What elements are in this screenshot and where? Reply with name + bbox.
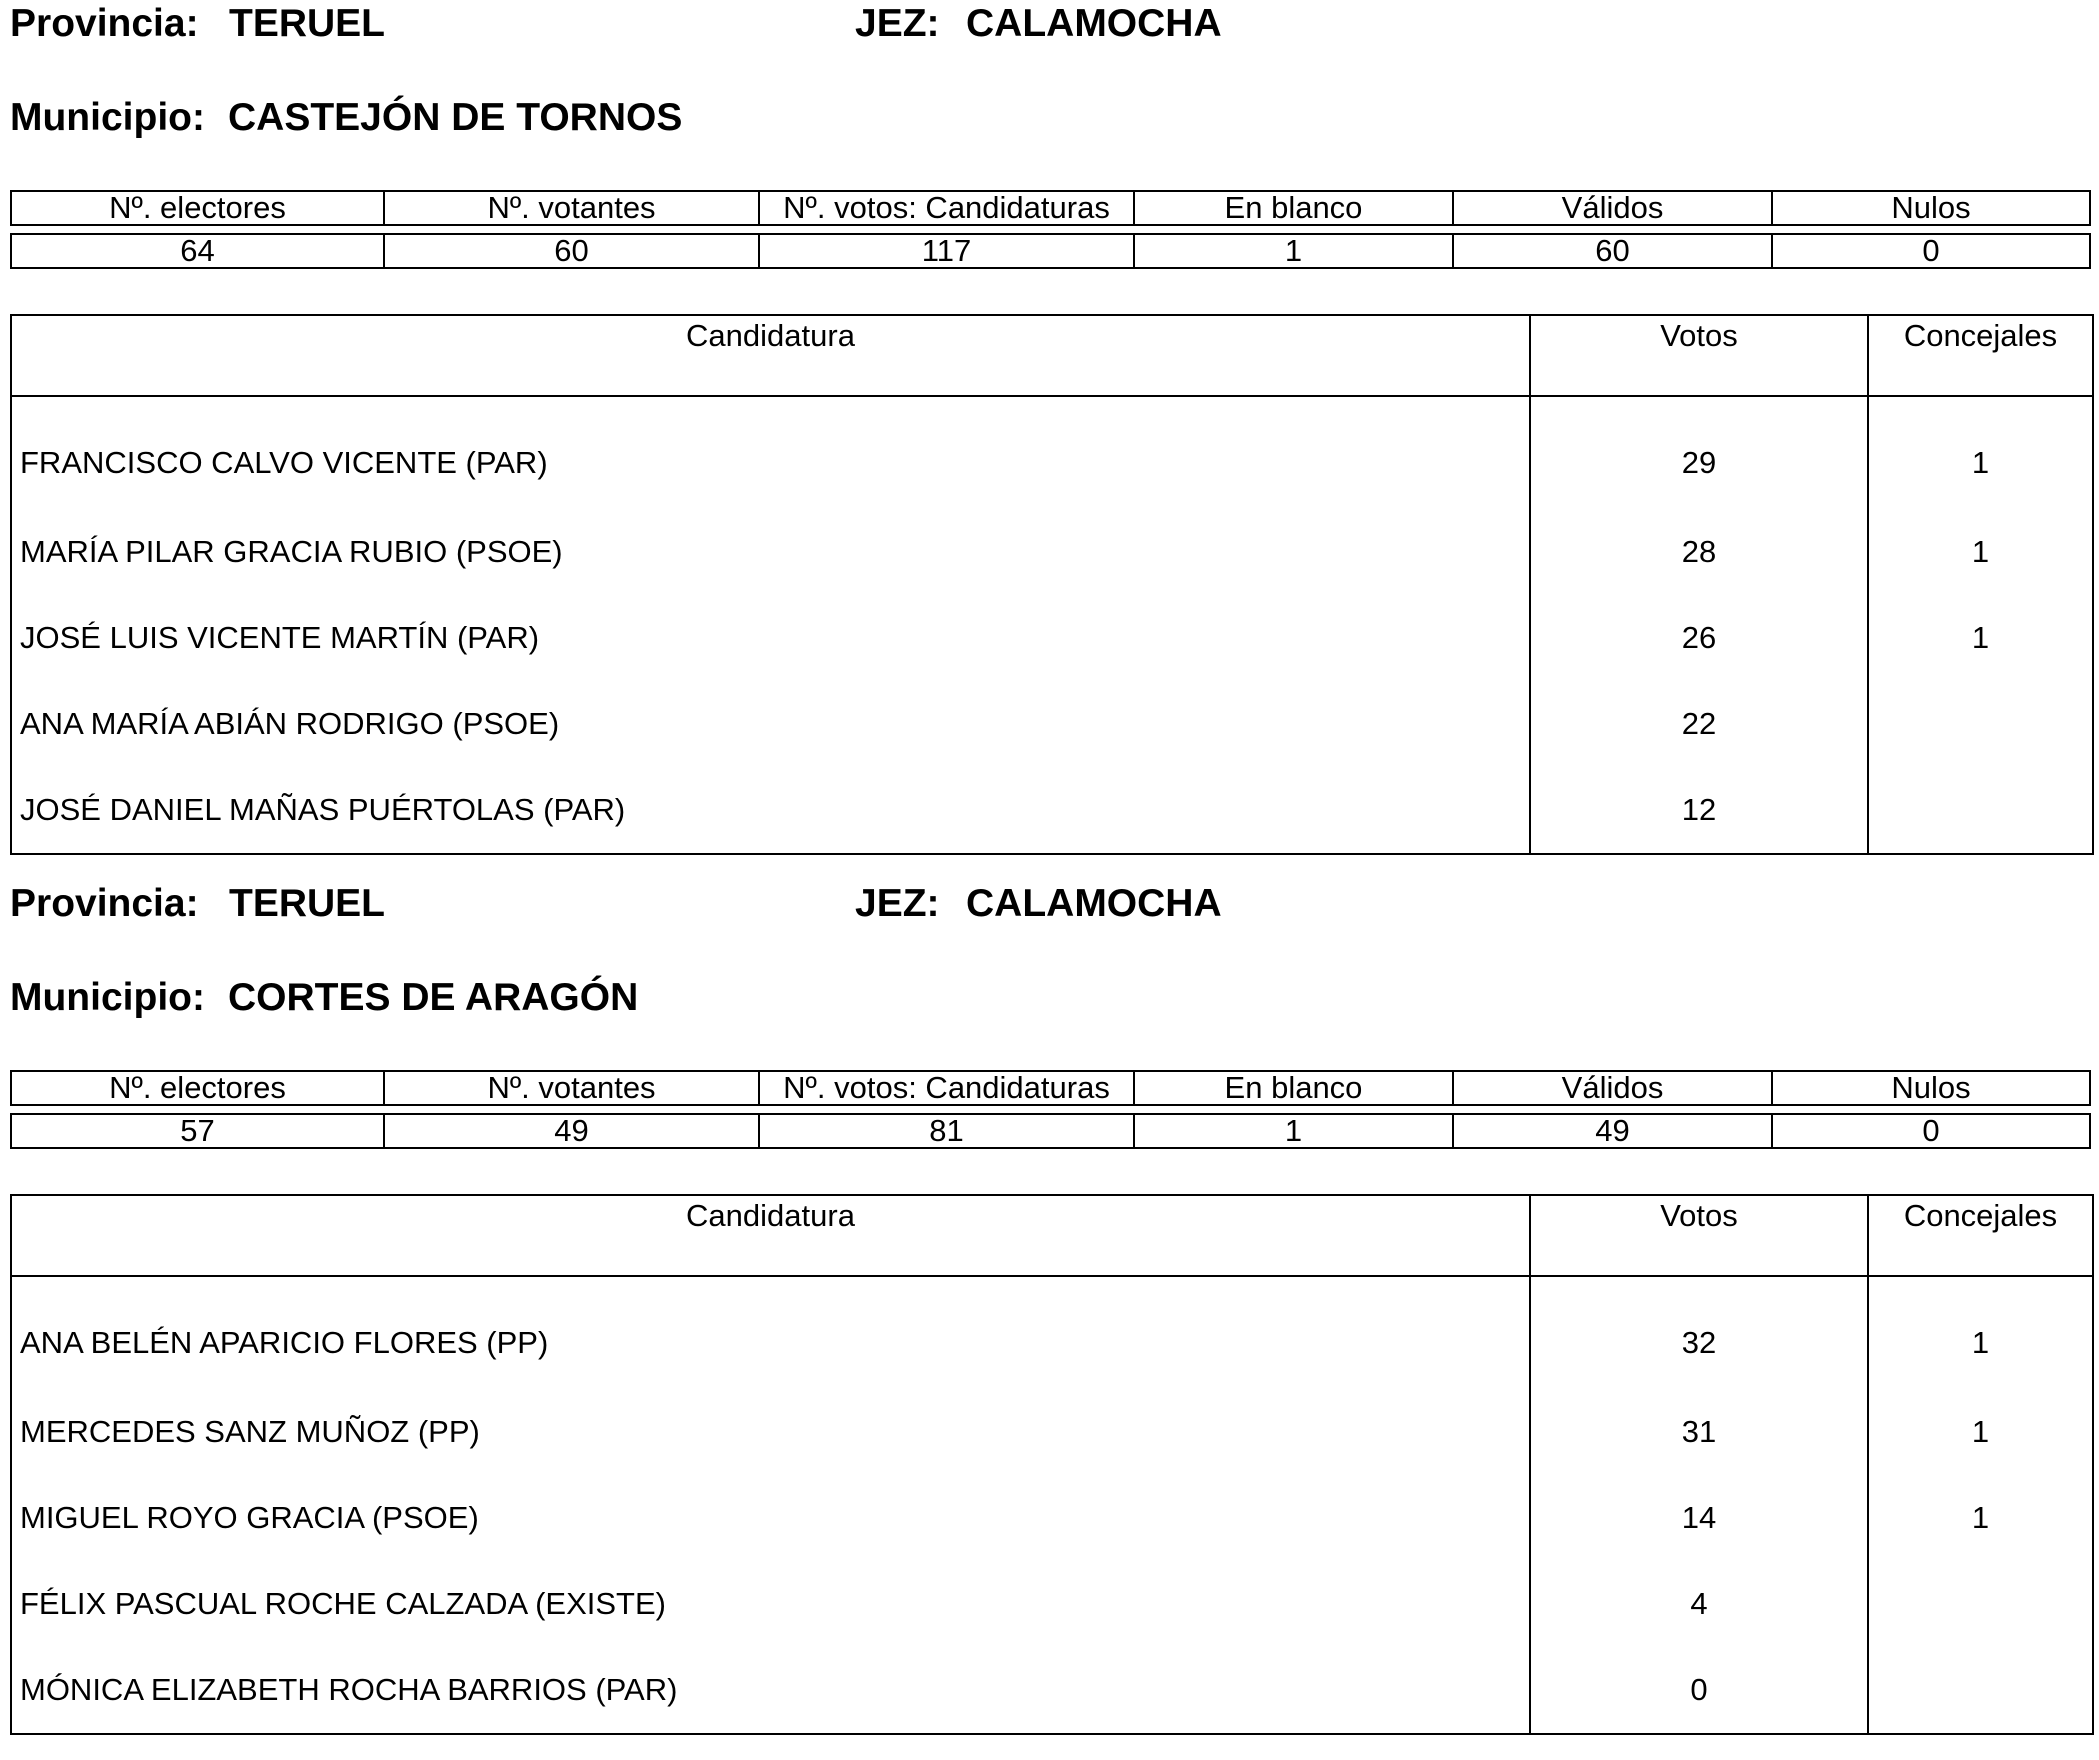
table-row xyxy=(11,1276,2093,1389)
summary-value-en-blanco: 1 xyxy=(1135,233,1454,269)
candidate-name: MÓNICA ELIZABETH ROCHA BARRIOS (PAR) xyxy=(11,1647,1530,1734)
table-row xyxy=(11,1561,2093,1647)
summary-value-electores: 64 xyxy=(10,233,385,269)
candidate-name: MERCEDES SANZ MUÑOZ (PP) xyxy=(11,1389,1530,1475)
summary-header-votos-candidaturas: Nº. votos: Candidaturas xyxy=(760,1070,1135,1106)
summary-header-electores: Nº. electores xyxy=(10,190,385,226)
candidate-concejales xyxy=(1868,1561,2093,1647)
summary-header-en-blanco: En blanco xyxy=(1135,190,1454,226)
municipio-value: CORTES DE ARAGÓN xyxy=(228,976,639,1019)
summary-table xyxy=(10,183,2091,276)
candidate-votes: 29 xyxy=(1530,396,1868,509)
candidate-votes: 0 xyxy=(1530,1647,1868,1734)
candidate-votes: 22 xyxy=(1530,681,1868,767)
municipality-block-cortes xyxy=(0,880,2099,1760)
summary-header-en-blanco: En blanco xyxy=(1135,1070,1454,1106)
table-row xyxy=(11,1389,2093,1475)
candidate-concejales xyxy=(1868,681,2093,767)
summary-header-row xyxy=(10,1070,2091,1106)
municipio-label: Municipio: xyxy=(10,96,205,139)
summary-value-nulos: 0 xyxy=(1773,233,2091,269)
candidates-header-row xyxy=(11,315,2093,396)
table-row xyxy=(11,595,2093,681)
candidate-votes: 14 xyxy=(1530,1475,1868,1561)
header-votos: Votos xyxy=(1530,315,1868,396)
candidate-votes: 31 xyxy=(1530,1389,1868,1475)
jez-label: JEZ: xyxy=(855,2,940,45)
summary-value-validos: 49 xyxy=(1454,1113,1773,1149)
summary-header-electores: Nº. electores xyxy=(10,1070,385,1106)
jez-label: JEZ: xyxy=(855,882,940,925)
candidate-name: JOSÉ DANIEL MAÑAS PUÉRTOLAS (PAR) xyxy=(11,767,1530,854)
candidate-concejales xyxy=(1868,767,2093,854)
summary-header-nulos: Nulos xyxy=(1773,190,2091,226)
jez-value: CALAMOCHA xyxy=(966,882,1222,925)
table-row xyxy=(11,396,2093,509)
summary-value-votos-candidaturas: 117 xyxy=(760,233,1135,269)
header-candidatura: Candidatura xyxy=(11,1195,1530,1276)
jez-value: CALAMOCHA xyxy=(966,2,1222,45)
candidate-votes: 12 xyxy=(1530,767,1868,854)
summary-value-votantes: 60 xyxy=(385,233,760,269)
summary-value-votos-candidaturas: 81 xyxy=(760,1113,1135,1149)
summary-header-row xyxy=(10,190,2091,226)
summary-header-votos-candidaturas: Nº. votos: Candidaturas xyxy=(760,190,1135,226)
candidate-concejales: 1 xyxy=(1868,1389,2093,1475)
summary-value-en-blanco: 1 xyxy=(1135,1113,1454,1149)
header-concejales: Concejales xyxy=(1868,1195,2093,1276)
summary-header-votantes: Nº. votantes xyxy=(385,1070,760,1106)
table-row xyxy=(11,1647,2093,1734)
municipio-value: CASTEJÓN DE TORNOS xyxy=(228,96,683,139)
candidate-concejales: 1 xyxy=(1868,396,2093,509)
provincia-label: Provincia: xyxy=(10,2,199,45)
candidate-name: MARÍA PILAR GRACIA RUBIO (PSOE) xyxy=(11,509,1530,595)
candidate-votes: 32 xyxy=(1530,1276,1868,1389)
summary-header-validos: Válidos xyxy=(1454,190,1773,226)
candidates-table xyxy=(10,314,2094,855)
header-votos: Votos xyxy=(1530,1195,1868,1276)
municipio-label: Municipio: xyxy=(10,976,205,1019)
candidate-concejales: 1 xyxy=(1868,1276,2093,1389)
summary-header-nulos: Nulos xyxy=(1773,1070,2091,1106)
summary-value-validos: 60 xyxy=(1454,233,1773,269)
candidate-name: FRANCISCO CALVO VICENTE (PAR) xyxy=(11,396,1530,509)
header-concejales: Concejales xyxy=(1868,315,2093,396)
provincia-value: TERUEL xyxy=(229,2,385,45)
table-row xyxy=(11,509,2093,595)
table-row xyxy=(11,767,2093,854)
candidate-name: ANA MARÍA ABIÁN RODRIGO (PSOE) xyxy=(11,681,1530,767)
candidates-header-row xyxy=(11,1195,2093,1276)
table-row xyxy=(11,1475,2093,1561)
summary-table xyxy=(10,1063,2091,1156)
summary-value-row xyxy=(10,1113,2091,1149)
candidate-concejales: 1 xyxy=(1868,1475,2093,1561)
candidate-name: MIGUEL ROYO GRACIA (PSOE) xyxy=(11,1475,1530,1561)
candidate-name: ANA BELÉN APARICIO FLORES (PP) xyxy=(11,1276,1530,1389)
candidates-table xyxy=(10,1194,2094,1735)
summary-header-votantes: Nº. votantes xyxy=(385,190,760,226)
candidate-name: JOSÉ LUIS VICENTE MARTÍN (PAR) xyxy=(11,595,1530,681)
summary-value-votantes: 49 xyxy=(385,1113,760,1149)
summary-value-electores: 57 xyxy=(10,1113,385,1149)
candidate-concejales: 1 xyxy=(1868,595,2093,681)
table-row xyxy=(11,681,2093,767)
candidate-votes: 28 xyxy=(1530,509,1868,595)
summary-header-validos: Válidos xyxy=(1454,1070,1773,1106)
provincia-value: TERUEL xyxy=(229,882,385,925)
header-candidatura: Candidatura xyxy=(11,315,1530,396)
candidate-votes: 4 xyxy=(1530,1561,1868,1647)
candidate-votes: 26 xyxy=(1530,595,1868,681)
candidate-concejales xyxy=(1868,1647,2093,1734)
candidate-concejales: 1 xyxy=(1868,509,2093,595)
candidate-name: FÉLIX PASCUAL ROCHE CALZADA (EXISTE) xyxy=(11,1561,1530,1647)
summary-value-nulos: 0 xyxy=(1773,1113,2091,1149)
provincia-label: Provincia: xyxy=(10,882,199,925)
summary-value-row xyxy=(10,233,2091,269)
